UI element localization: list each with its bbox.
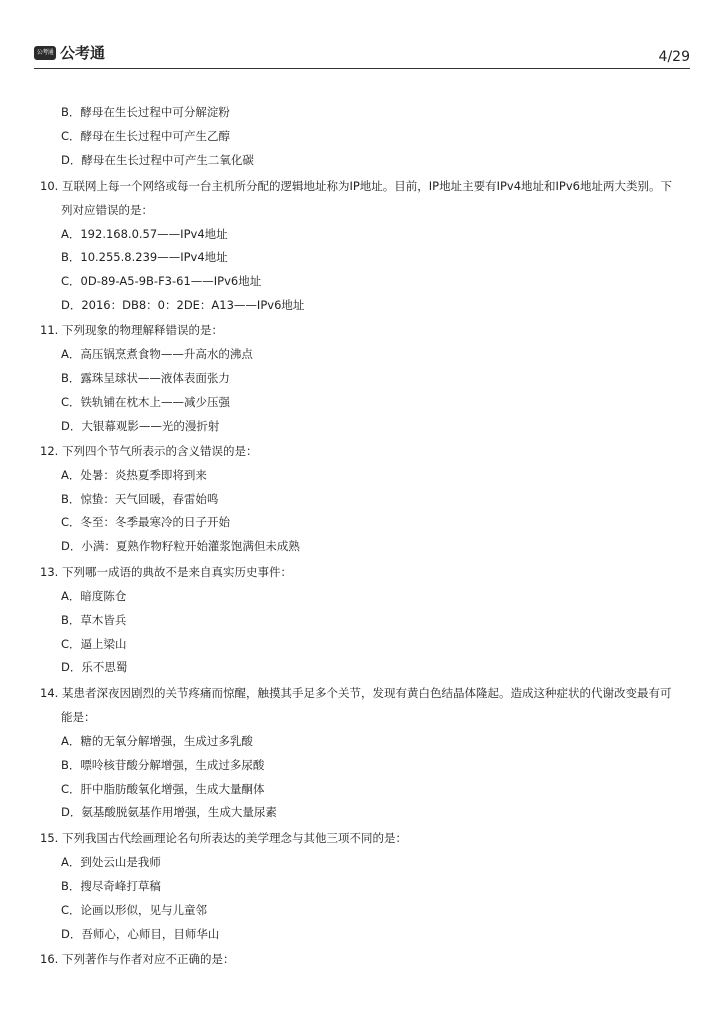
option-line: D．乐不思蜀	[61, 660, 128, 674]
option-line: A．暗度陈仓	[61, 589, 127, 603]
option-line: C．0D-89-A5-9B-F3-61——IPv6地址	[61, 274, 262, 288]
question-line: 15. 下列我国古代绘画理论名句所表达的美学理念与其他三项不同的是：	[40, 831, 407, 845]
question-line: 14. 某患者深夜因剧烈的关节疼痛而惊醒，触摸其手足多个关节，发现有黄白色结晶体隆起。造成这种症状的代谢改变最有可	[40, 686, 672, 700]
question-line: 13. 下列哪一成语的典故不是来自真实历史事件：	[40, 565, 292, 579]
option-line: B．酵母在生长过程中可分解淀粉	[61, 105, 230, 119]
question-line: 10. 互联网上每一个网络或每一台主机所分配的逻辑地址称为IP地址。目前，IP地址主要有IPv4地址和IPv6地址两大类别。下	[40, 179, 672, 193]
question-continuation: 能是：	[61, 710, 96, 724]
option-line: B．惊蛰：天气回暖，春雷始鸣	[61, 492, 219, 506]
question-line: 12. 下列四个节气所表示的含义错误的是：	[40, 444, 258, 458]
question-line: 16. 下列著作与作者对应不正确的是：	[40, 952, 235, 966]
option-line: B．10.255.8.239——IPv4地址	[61, 250, 228, 264]
logo-badge: 公考通	[34, 46, 56, 60]
option-line: A．到处云山是我师	[61, 855, 161, 869]
option-line: C．冬至：冬季最寒冷的日子开始	[61, 515, 231, 529]
option-line: A．192.168.0.57——IPv4地址	[61, 227, 228, 241]
option-line: D．大银幕观影——光的漫折射	[61, 419, 220, 433]
option-line: A．高压锅烹煮食物——升高水的沸点	[61, 347, 253, 361]
question-continuation: 列对应错误的是：	[61, 203, 153, 217]
option-line: A．处暑：炎热夏季即将到来	[61, 468, 207, 482]
option-line: B．搜尽奇峰打草稿	[61, 879, 161, 893]
option-line: D．2016：DB8：0：2DE：A13——IPv6地址	[61, 298, 305, 312]
option-line: C．铁轨铺在枕木上——减少压强	[61, 395, 231, 409]
logo-text: 公考通	[60, 44, 106, 62]
option-line: D．酵母在生长过程中可产生二氧化碳	[61, 153, 254, 167]
option-line: B．嘌呤核苷酸分解增强，生成过多尿酸	[61, 758, 265, 772]
option-line: D．氨基酸脱氨基作用增强，生成大量尿素	[61, 805, 277, 819]
option-line: C．肝中脂肪酸氧化增强，生成大量酮体	[61, 782, 265, 796]
option-line: C．逼上梁山	[61, 637, 127, 651]
option-line: D．吾师心，心师目，目师华山	[61, 927, 220, 941]
option-line: A．糖的无氧分解增强，生成过多乳酸	[61, 734, 253, 748]
option-line: D．小满：夏熟作物籽粒开始灌浆饱满但未成熟	[61, 539, 300, 553]
page-header	[34, 44, 690, 69]
option-line: C．酵母在生长过程中可产生乙醇	[61, 129, 231, 143]
option-line: B．露珠呈球状——液体表面张力	[61, 371, 230, 385]
option-line: C．论画以形似，见与儿童邻	[61, 903, 208, 917]
question-line: 11. 下列现象的物理解释错误的是：	[40, 323, 223, 337]
option-line: B．草木皆兵	[61, 613, 127, 627]
page-number: 4/29	[658, 49, 690, 65]
